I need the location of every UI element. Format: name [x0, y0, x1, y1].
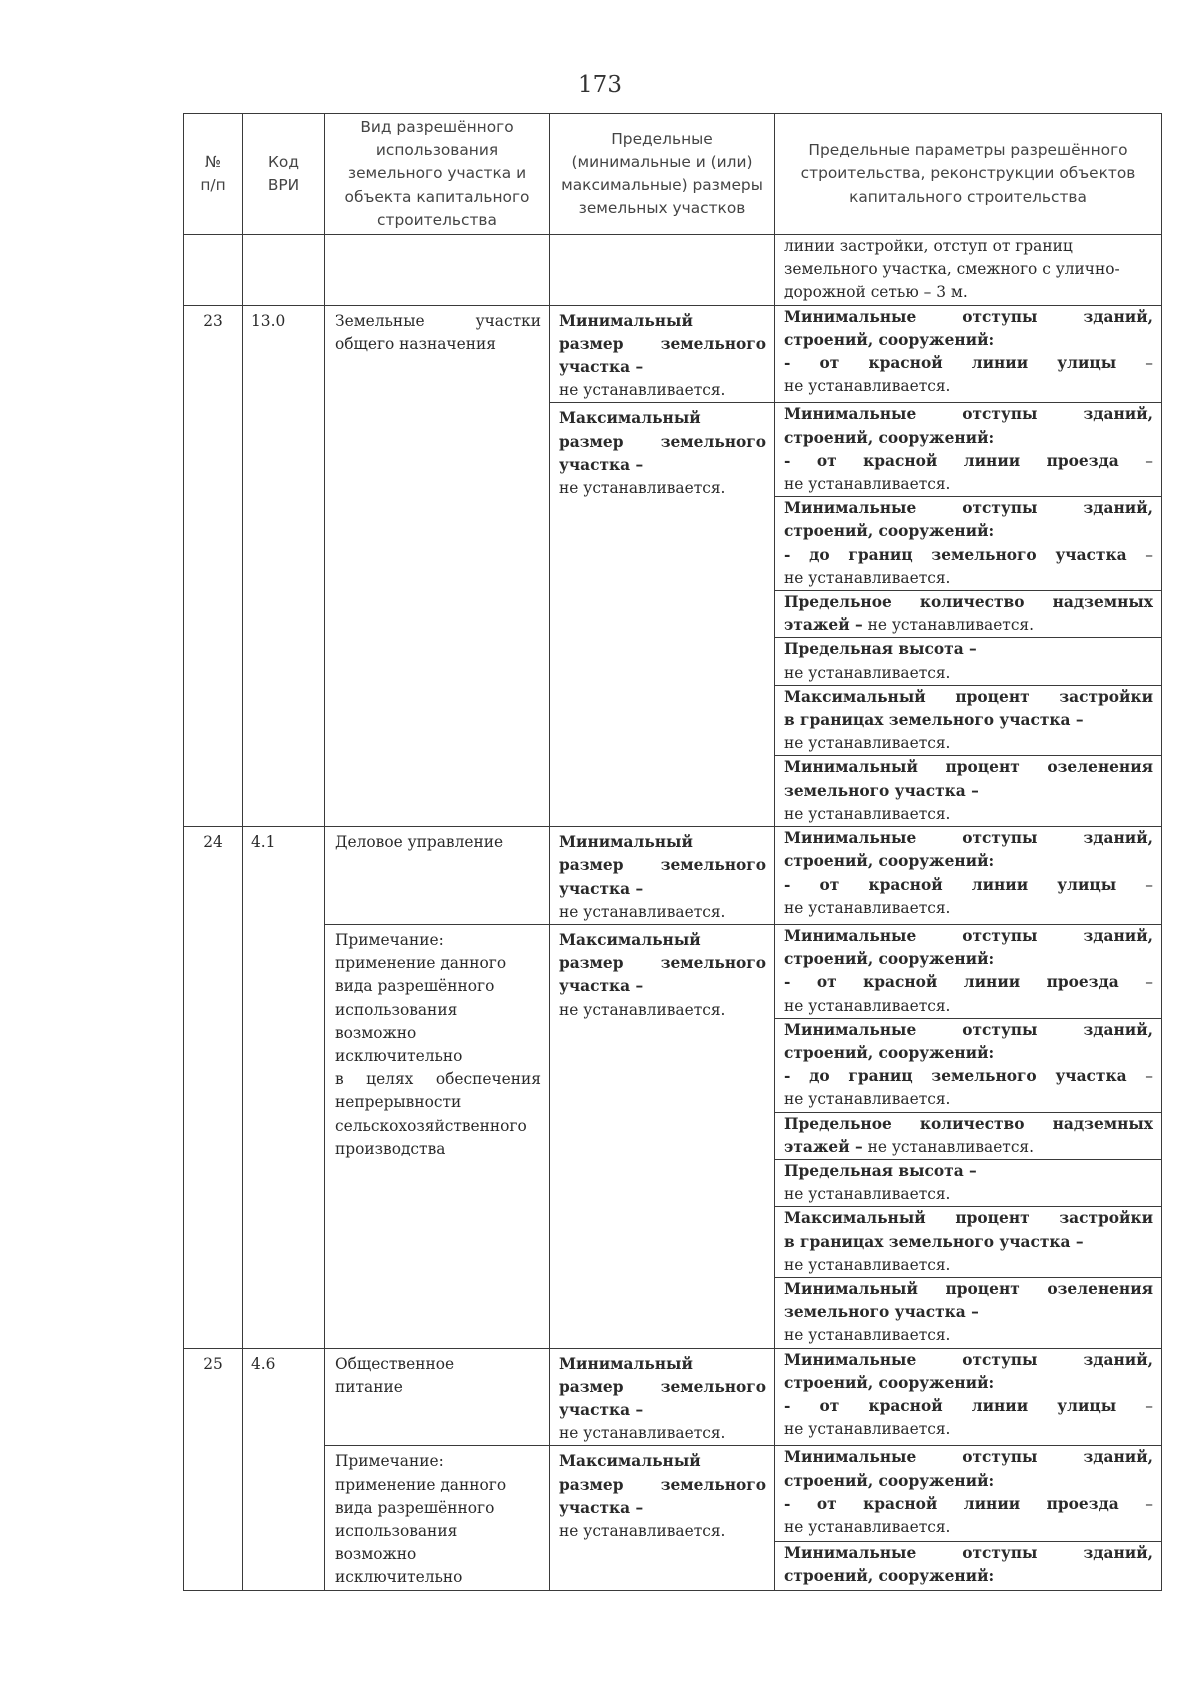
row-23-offset-borders: Минимальные отступы зданий, строений, сооружений: - до границ земельного участка – не устанавливается.	[775, 497, 1162, 591]
row-23-floors: Предельное количество надземных этажей – не устанавливается.	[775, 591, 1162, 638]
page-number: 173	[578, 72, 622, 98]
header-params: Предельные параметры разрешённого строительства, реконструкции объектов капитального строительства	[775, 114, 1162, 235]
header-num: № п/п	[184, 114, 243, 235]
row-24-offset-street: Минимальные отступы зданий, строений, сооружений: - от красной линии улицы – не устанавливается.	[775, 827, 1162, 925]
header-type: Вид разрешённого использования земельного участка и объекта капитального строительства	[325, 114, 550, 235]
row-24-floors: Предельное количество надземных этажей – не устанавливается.	[775, 1112, 1162, 1159]
row-23-green-percent: Минимальный процент озеленения земельного участка – не устанавливается.	[775, 756, 1162, 827]
header-sizes: Предельные (минимальные и (или) максимальные) размеры земельных участков	[550, 114, 775, 235]
row-23-code: 13.0	[243, 305, 325, 826]
header-code: Код ВРИ	[243, 114, 325, 235]
table-row	[184, 1446, 1162, 1542]
row-24-code: 4.1	[243, 827, 325, 1348]
table-header-row	[184, 114, 1162, 235]
row-24-max-size: Максимальный размер земельного участка – не устанавливается.	[550, 924, 775, 1348]
row-23-min-size: Минимальный размер земельного участка – не устанавливается.	[550, 305, 775, 403]
row-24-min-size: Минимальный размер земельного участка – не устанавливается.	[550, 827, 775, 925]
row-23-offset-street: Минимальные отступы зданий, строений, сооружений: - от красной линии улицы – не устанавливается.	[775, 305, 1162, 403]
cont-line-2: земельного участка, смежного с улично-	[784, 260, 1120, 279]
row-25-num: 25	[184, 1348, 243, 1590]
row-25-code: 4.6	[243, 1348, 325, 1590]
table-row	[184, 827, 1162, 925]
row-23-height: Предельная высота – не устанавливается.	[775, 638, 1162, 685]
row-24-height: Предельная высота – не устанавливается.	[775, 1159, 1162, 1206]
row-23-type: Земельные участки общего назначения	[325, 305, 550, 826]
table-row	[184, 924, 1162, 1018]
row-24-num: 24	[184, 827, 243, 1348]
row-25-offset-borders-partial: Минимальные отступы зданий, строений, сооружений:	[775, 1542, 1162, 1590]
cont-line-3: дорожной сетью – 3 м.	[784, 283, 968, 302]
row-25-max-size: Максимальный размер земельного участка – не устанавливается.	[550, 1446, 775, 1590]
continuation-cell	[775, 235, 1162, 306]
row-23-offset-drive: Минимальные отступы зданий, строений, сооружений: - от красной линии проезда – не устанавливается.	[775, 403, 1162, 497]
land-use-regulations-table	[183, 113, 1162, 1591]
row-25-type: Общественное питание	[325, 1348, 550, 1446]
table-row	[184, 305, 1162, 403]
row-25-offset-drive: Минимальные отступы зданий, строений, сооружений: - от красной линии проезда – не устанавливается.	[775, 1446, 1162, 1542]
row-23-max-size: Максимальный размер земельного участка – не устанавливается.	[550, 403, 775, 827]
row-25-min-size: Минимальный размер земельного участка – не устанавливается.	[550, 1348, 775, 1446]
row-24-type: Деловое управление	[325, 827, 550, 925]
cont-line-1: линии застройки, отступ от границ	[784, 237, 1073, 256]
row-24-offset-borders: Минимальные отступы зданий, строений, сооружений: - до границ земельного участка – не устанавливается.	[775, 1018, 1162, 1112]
row-24-green-percent: Минимальный процент озеленения земельного участка – не устанавливается.	[775, 1277, 1162, 1348]
row-24-note: Примечание: применение данного вида разрешённого использования возможно исключительно в целях обеспечения непрерывности сельскохозяйственного производства	[325, 924, 550, 1348]
row-23-num: 23	[184, 305, 243, 826]
table-row	[184, 1348, 1162, 1446]
row-25-offset-street: Минимальные отступы зданий, строений, сооружений: - от красной линии улицы – не устанавливается.	[775, 1348, 1162, 1446]
row-24-offset-drive: Минимальные отступы зданий, строений, сооружений: - от красной линии проезда – не устанавливается.	[775, 924, 1162, 1018]
row-23-build-percent: Максимальный процент застройки в границах земельного участка – не устанавливается.	[775, 685, 1162, 756]
table-row-continuation	[184, 235, 1162, 306]
row-24-build-percent: Максимальный процент застройки в границах земельного участка – не устанавливается.	[775, 1207, 1162, 1278]
row-25-note: Примечание: применение данного вида разрешённого использования возможно исключительно	[325, 1446, 550, 1590]
